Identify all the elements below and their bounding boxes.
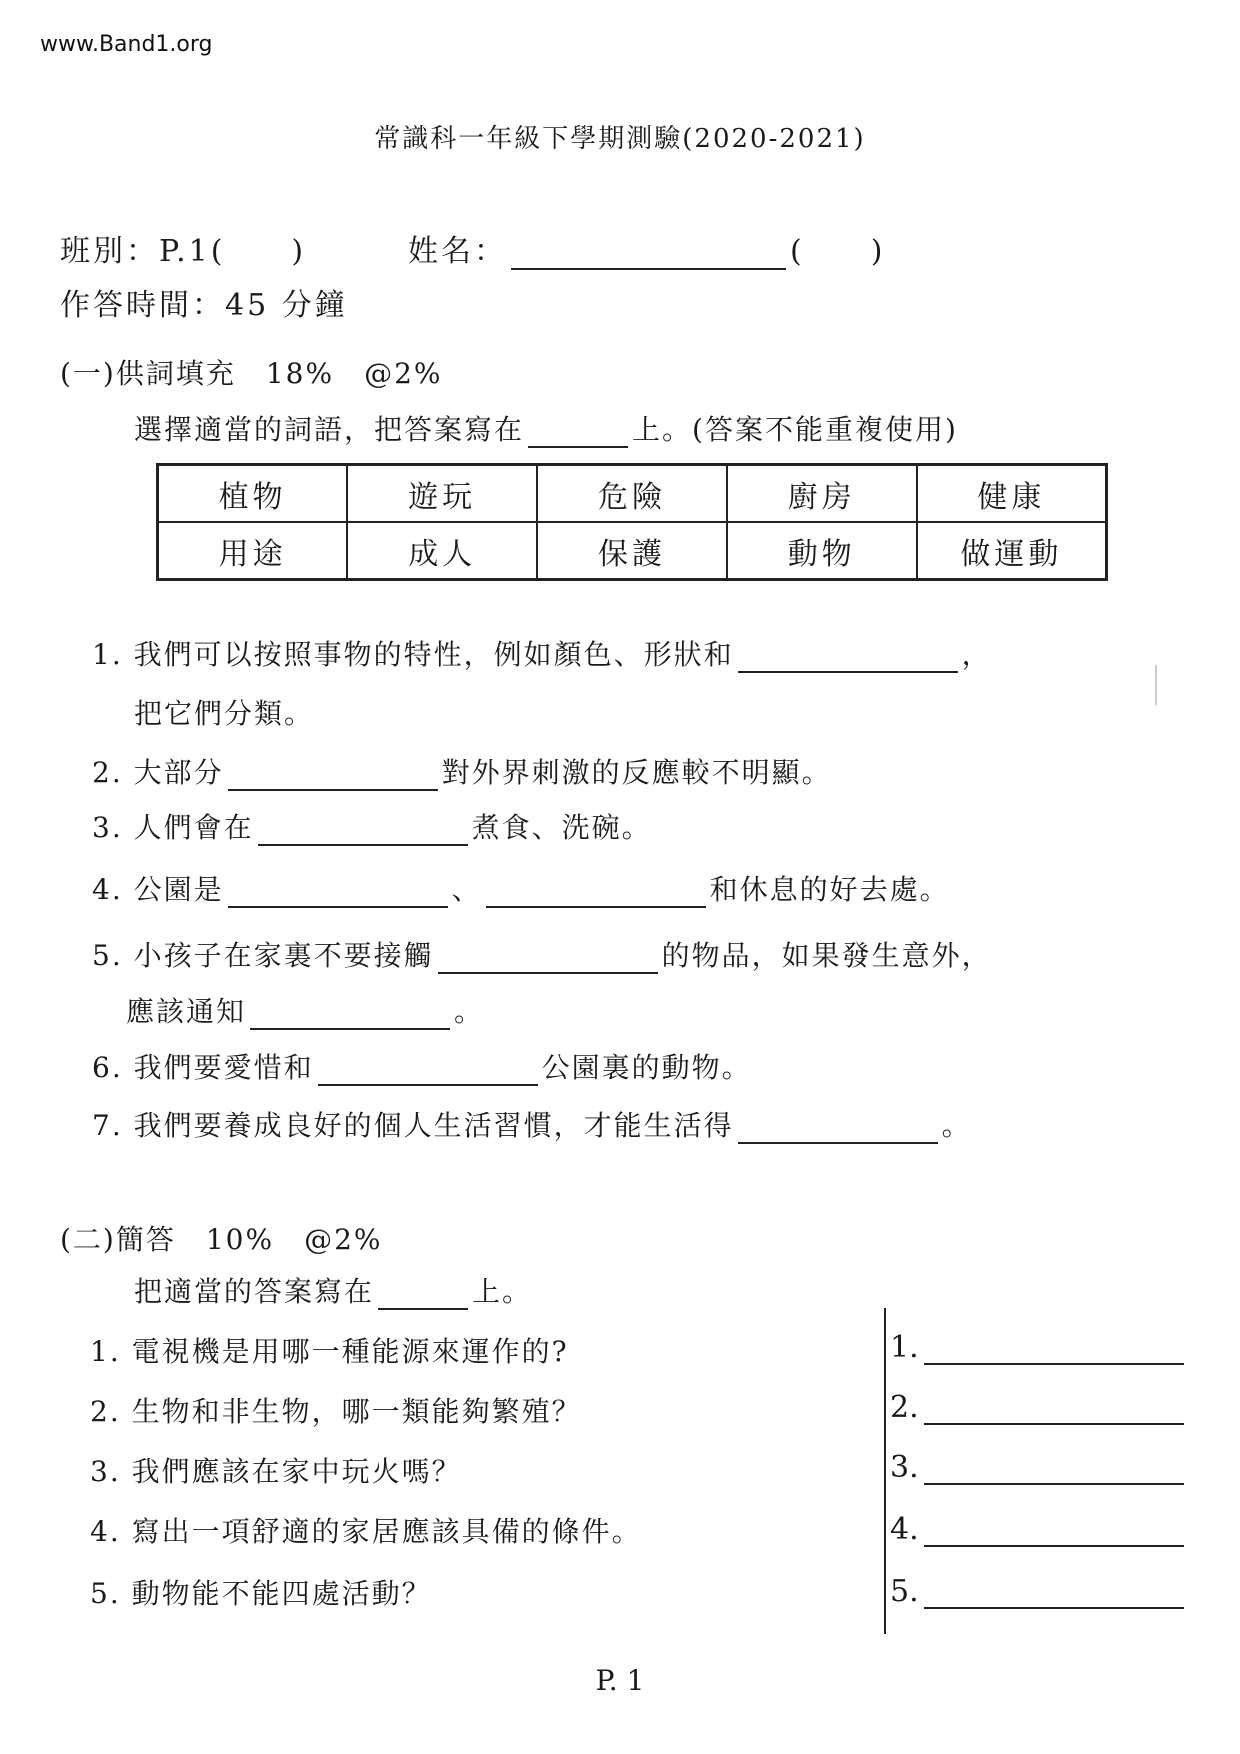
word-cell: 動物 <box>727 522 917 580</box>
question-4 <box>92 868 950 908</box>
instruction-text-b: 上。(答案不能重複使用) <box>632 413 958 446</box>
question-text: 的物品，如果發生意外， <box>661 939 992 972</box>
word-cell: 危險 <box>537 465 727 523</box>
answer-blank[interactable] <box>228 759 438 791</box>
page-number: P. 1 <box>595 1664 645 1697</box>
question-text: 煮食、洗碗。 <box>471 811 652 844</box>
question-3 <box>92 806 652 846</box>
instruction-text: 把適當的答案寫在 <box>134 1275 375 1308</box>
word-cell: 廚房 <box>727 465 917 523</box>
name-field[interactable] <box>511 238 786 270</box>
question-text: ， <box>961 638 992 671</box>
answer-number: 1. <box>890 1330 919 1365</box>
answer-line-3[interactable] <box>890 1450 1184 1485</box>
question-text: 對外界刺激的反應較不明顯。 <box>441 756 832 789</box>
answer-blank[interactable] <box>738 1112 938 1144</box>
class-label: 班別：P.1( ) <box>60 234 307 269</box>
short-question-1: 1. 電視機是用哪一種能源來運作的? <box>90 1335 569 1368</box>
question-text: 。 <box>454 995 485 1028</box>
page-title: 常識科一年級下學期測驗(2020-2021) <box>374 124 866 154</box>
word-cell: 做運動 <box>917 522 1107 580</box>
question-text: 2. 大部分 <box>92 756 224 789</box>
instruction-text-b: 上。 <box>472 1275 533 1308</box>
question-text: 和休息的好去處。 <box>709 873 950 906</box>
word-cell: 健康 <box>917 465 1107 523</box>
word-cell: 遊玩 <box>347 465 537 523</box>
answer-line-1[interactable] <box>890 1330 1184 1365</box>
answer-column-divider <box>884 1308 886 1634</box>
name-label: 姓名： <box>408 234 507 269</box>
short-question-5: 5. 動物能不能四處活動？ <box>90 1577 432 1610</box>
section1-heading: (一)供詞填充 18% @2% <box>60 357 443 390</box>
section2-instruction <box>134 1270 532 1310</box>
short-question-4: 4. 寫出一項舒適的家居應該具備的條件。 <box>90 1515 642 1548</box>
question-2 <box>92 751 832 791</box>
answer-blank[interactable] <box>924 1453 1184 1485</box>
word-cell: 保護 <box>537 522 727 580</box>
site-watermark: www.Band1.org <box>40 32 213 57</box>
question-text: 3. 人們會在 <box>92 811 254 844</box>
answer-blank[interactable] <box>438 942 658 974</box>
answer-blank[interactable] <box>486 876 706 908</box>
answer-number: 3. <box>890 1450 919 1485</box>
question-5-cont <box>126 990 484 1030</box>
answer-line-2[interactable] <box>890 1390 1184 1425</box>
word-cell: 用途 <box>158 522 348 580</box>
answer-blank[interactable] <box>738 641 958 673</box>
short-question-3: 3. 我們應該在家中玩火嗎？ <box>90 1455 462 1488</box>
question-5 <box>92 934 992 974</box>
question-6 <box>92 1046 752 1086</box>
word-bank-row <box>158 465 1107 523</box>
word-bank-row <box>158 522 1107 580</box>
answer-blank[interactable] <box>258 814 468 846</box>
scan-mark <box>1155 665 1157 705</box>
answer-number: 5. <box>890 1574 919 1609</box>
question-text: 6. 我們要愛惜和 <box>92 1051 314 1084</box>
word-cell: 成人 <box>347 522 537 580</box>
instruction-text: 選擇適當的詞語，把答案寫在 <box>134 413 525 446</box>
question-1-cont: 把它們分類。 <box>134 697 315 730</box>
word-cell: 植物 <box>158 465 348 523</box>
section2-heading: (二)簡答 10% @2% <box>60 1223 383 1256</box>
question-text: 應該通知 <box>126 995 247 1028</box>
blank-sample <box>378 1278 468 1310</box>
word-bank-table <box>156 463 1108 581</box>
question-text: 、 <box>451 873 482 906</box>
answer-line-5[interactable] <box>890 1574 1184 1609</box>
section1-instruction <box>134 408 958 448</box>
answer-blank[interactable] <box>924 1393 1184 1425</box>
answer-blank[interactable] <box>924 1577 1184 1609</box>
answer-blank[interactable] <box>924 1333 1184 1365</box>
answer-blank[interactable] <box>318 1054 538 1086</box>
answer-number: 4. <box>890 1512 919 1547</box>
answer-line-4[interactable] <box>890 1512 1184 1547</box>
name-row <box>408 226 885 270</box>
answer-number: 2. <box>890 1390 919 1425</box>
question-text: 。 <box>941 1109 972 1142</box>
answer-blank[interactable] <box>250 998 450 1030</box>
question-7 <box>92 1104 972 1144</box>
question-text: 4. 公園是 <box>92 873 224 906</box>
question-text: 5. 小孩子在家裏不要接觸 <box>92 939 434 972</box>
question-text: 公園裏的動物。 <box>541 1051 752 1084</box>
answer-blank[interactable] <box>924 1515 1184 1547</box>
name-paren: ( ) <box>790 234 886 269</box>
question-text: 1. 我們可以按照事物的特性，例如顏色、形狀和 <box>92 638 734 671</box>
answer-blank[interactable] <box>228 876 448 908</box>
blank-sample <box>528 416 628 448</box>
time-label: 作答時間：45 分鐘 <box>60 288 348 323</box>
question-1 <box>92 633 992 673</box>
question-text: 7. 我們要養成良好的個人生活習慣，才能生活得 <box>92 1109 734 1142</box>
short-question-2: 2. 生物和非生物，哪一類能夠繁殖？ <box>90 1395 582 1428</box>
